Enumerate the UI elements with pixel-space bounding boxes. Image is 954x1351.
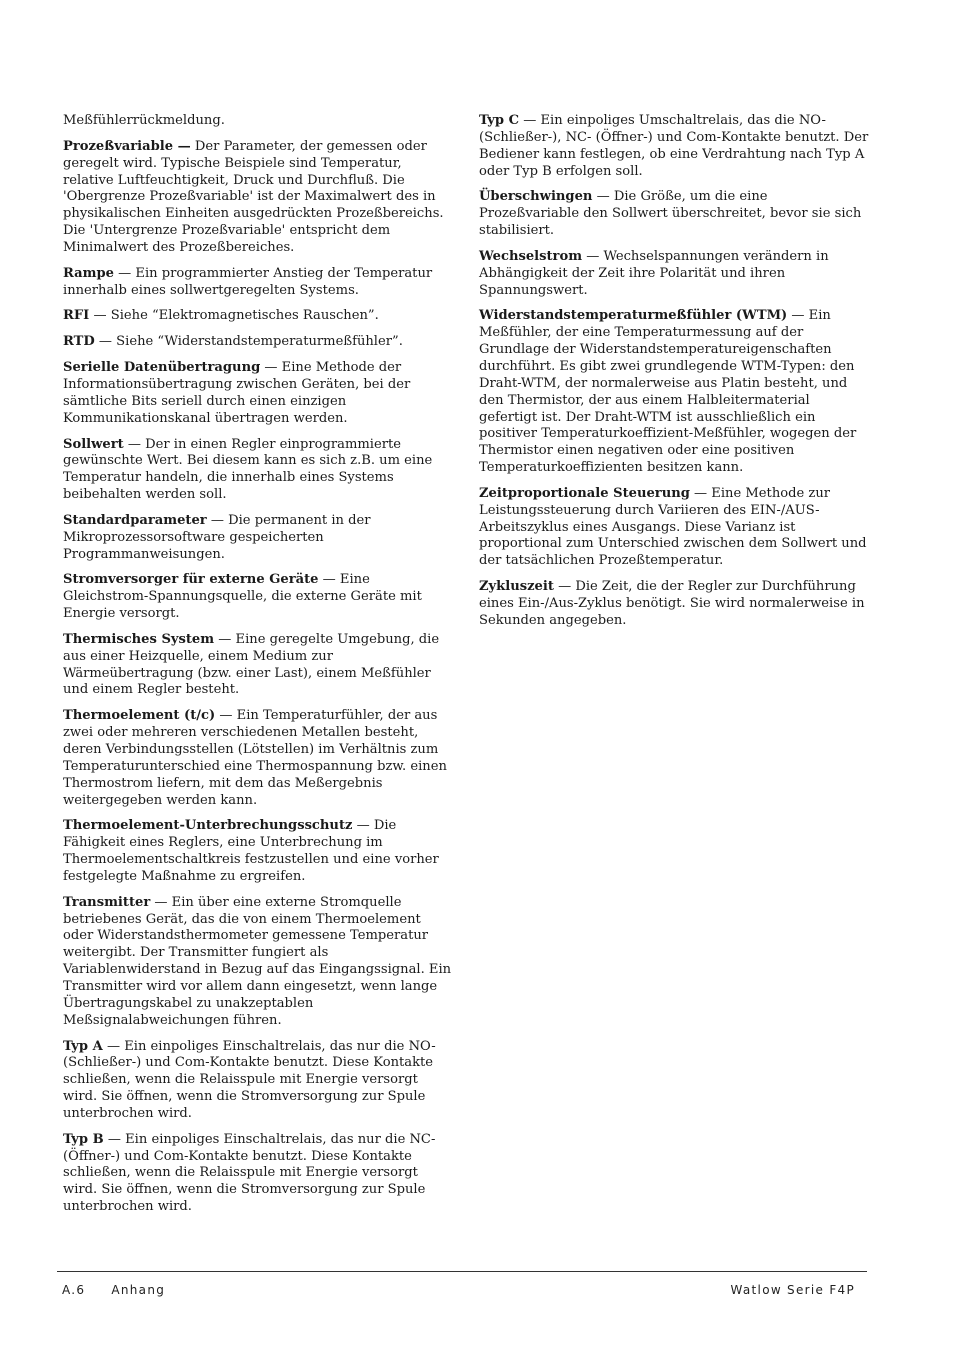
glossary-definition: — Wechselspannungen verändern in Abhängigkeit der Zeit ihre Polarität und ihren Spannungswert. bbox=[479, 248, 829, 298]
glossary-term: Überschwingen bbox=[479, 189, 593, 205]
glossary-term: Standardparameter bbox=[63, 512, 207, 528]
page-number: A.6 bbox=[62, 1283, 86, 1297]
footer-divider bbox=[57, 1271, 867, 1272]
glossary-definition: — Ein einpoliges Einschaltrelais, das nur die NO- (Schließer-) und Com-Kontakte benutzt. Diese Kontakte schließen, wenn die Relaisspule mit Energie versorgt wird. Sie öffnen, wenn die Stromversorgung zur Spule unterbrochen wird. bbox=[63, 1038, 436, 1121]
glossary-definition: — Ein Meßfühler, der eine Temperaturmessung auf der Grundlage der Widerstandstemperatureigenschaften durchführt. Es gibt zwei grundlegende WTM-Typen: den Draht-WTM, der normalerweise aus Platin besteht, und den Thermistor, der aus einem Halbleitermaterial gefertigt ist. Der Draht-WTM ist ausschließlich ein positiver Temperaturkoeffizient-Meßfühler, wogegen der Thermistor einen negativen oder eine positiven Temperaturkoeffizienten besitzen kann. bbox=[479, 308, 857, 476]
glossary-entry bbox=[479, 249, 871, 300]
glossary-term: Wechselstrom bbox=[479, 248, 583, 264]
glossary-term: Widerstandstemperaturmeßfühler (WTM) bbox=[479, 308, 788, 324]
glossary-definition: — Die Zeit, die der Regler zur Durchführung eines Ein-/Aus-Zyklus benötigt. Sie wird normalerweise in Sekunden angegeben. bbox=[479, 579, 865, 628]
glossary-definition: Der Parameter, der gemessen oder geregelt wird. Typische Beispiele sind Temperatur, relative Luftfeuchtigkeit, Druck und Durchfluß. Die 'Obergrenze Prozeßvariable' ist der Maximalwert des in physikalischen Einheiten ausgedrückten Prozeßbereichs. Die 'Untergrenze Prozeßvariable' entspricht dem Minimalwert des Prozeßbereiches. bbox=[63, 138, 444, 255]
glossary-definition: — Eine Methode der Informationsübertragung zwischen Geräten, bei der sämtliche Bits seriell durch einen einzigen Kommunikationskanal übertragen werden. bbox=[63, 360, 411, 426]
glossary-right-column bbox=[479, 113, 871, 639]
glossary-entry bbox=[63, 632, 455, 699]
glossary-entry bbox=[63, 308, 455, 325]
glossary-definition: Meßfühlerrückmeldung. bbox=[63, 113, 225, 128]
glossary-definition: — Siehe “Widerstandstemperaturmeßfühler”. bbox=[94, 334, 403, 350]
glossary-entry bbox=[63, 360, 455, 427]
glossary-term: Zeitproportionale Steuerung bbox=[479, 485, 690, 501]
glossary-entry bbox=[63, 139, 455, 257]
glossary-term: Typ A bbox=[63, 1038, 103, 1054]
glossary-left-column bbox=[63, 113, 455, 1225]
glossary-term: RFI bbox=[63, 308, 90, 324]
glossary-term: Sollwert bbox=[63, 436, 124, 452]
glossary-term: Prozeßvariable — bbox=[63, 138, 191, 154]
glossary-term: Typ C bbox=[479, 113, 520, 128]
glossary-term: Thermisches System bbox=[63, 631, 215, 647]
glossary-entry bbox=[63, 1132, 455, 1216]
glossary-entry bbox=[479, 579, 871, 630]
glossary-definition: — Eine geregelte Umgebung, die aus einer Heizquelle, einem Medium zur Wärmeübertragung (bzw. einer Last), einem Meßfühler und einem Regler besteht. bbox=[63, 631, 440, 698]
glossary-definition: — Die permanent in der Mikroprozessorsoftware gespeicherten Programmanweisungen. bbox=[63, 512, 371, 562]
glossary-definition: — Ein einpoliges Einschaltrelais, das nur die NC- (Öffner-) und Com-Kontakte benutzt. Diese Kontakte schließen, wenn die Relaisspule mit Energie versorgt wird. Sie öffnen, wenn die Stromversorgung zur Spule unterbrochen wird. bbox=[63, 1131, 436, 1215]
glossary-entry bbox=[479, 486, 871, 570]
section-title: Anhang bbox=[111, 1283, 166, 1297]
glossary-term: Thermoelement-Unterbrechungsschutz bbox=[63, 818, 353, 834]
glossary-term: Typ B bbox=[63, 1131, 104, 1147]
glossary-entry bbox=[63, 1039, 455, 1123]
glossary-definition: — Der in einen Regler einprogrammierte gewünschte Wert. Bei diesem kann es sich z.B. um eine Temperatur handeln, die innerhalb eines Systems beibehalten werden soll. bbox=[63, 436, 433, 503]
glossary-entry bbox=[63, 895, 455, 1030]
glossary-entry bbox=[63, 437, 455, 504]
page-footer-left bbox=[62, 1283, 165, 1297]
glossary-definition: — Eine Gleichstrom-Spannungsquelle, die externe Geräte mit Energie versorgt. bbox=[63, 572, 422, 622]
glossary-definition: — Ein programmierter Anstieg der Temperatur innerhalb eines sollwertgeregelten Systems. bbox=[63, 265, 433, 298]
glossary-term: Serielle Datenübertragung bbox=[63, 360, 261, 376]
glossary-entry bbox=[63, 708, 455, 809]
glossary-definition: — Die Größe, um die eine Prozeßvariable den Sollwert überschreitet, bevor sie sich stabilisiert. bbox=[479, 189, 862, 239]
glossary-term: Transmitter bbox=[63, 894, 151, 910]
glossary-definition: — Ein Temperaturfühler, der aus zwei oder mehreren verschiedenen Metallen besteht, deren Verbindungsstellen (Lötstellen) im Verhältnis zum Temperaturunterschied eine Thermospannung bzw. einen Thermostrom liefern, mit dem das Meßergebnis weitergegeben werden kann. bbox=[63, 708, 447, 808]
glossary-entry bbox=[63, 266, 455, 300]
glossary-definition: — Eine Methode zur Leistungssteuerung durch Variieren des EIN-/AUS-Arbeitszyklus eines Ausgangs. Diese Varianz ist proportional zum Unterschied zwischen dem Sollwert und der tatsächlichen Prozeßtemperatur. bbox=[479, 485, 867, 569]
glossary-term: Stromversorger für externe Geräte bbox=[63, 572, 319, 588]
glossary-term: Thermoelement (t/c) bbox=[63, 708, 216, 724]
glossary-definition: — Ein über eine externe Stromquelle betriebenes Gerät, das die von einem Thermoelement oder Widerstandsthermometer gemessene Temperatur weitergibt. Der Transmitter fungiert als Variablenwiderstand in Bezug auf das Eingangssignal. Ein Transmitter wird vor allem dann eingesetzt, wenn lange Übertragungskabel zu unakzeptablen Meßsignalabweichungen führen. bbox=[63, 894, 452, 1028]
glossary-definition: — Die Fähigkeit eines Reglers, eine Unterbrechung im Thermoelementschaltkreis festzustellen und eine vorher festgelegte Maßnahme zu ergreifen. bbox=[63, 818, 439, 884]
glossary-entry bbox=[63, 513, 455, 564]
glossary-entry bbox=[479, 113, 871, 180]
glossary-entry bbox=[63, 572, 455, 623]
product-name: Watlow Serie F4P bbox=[730, 1283, 855, 1297]
glossary-entry bbox=[479, 308, 871, 476]
glossary-term: RTD bbox=[63, 334, 95, 350]
glossary-entry bbox=[63, 334, 455, 351]
glossary-term: Rampe bbox=[63, 265, 115, 281]
glossary-definition: — Ein einpoliges Umschaltrelais, das die NO- (Schließer-), NC- (Öffner-) und Com-Kontakte benutzt. Der Bediener kann festlegen, ob eine Verdrahtung nach Typ A oder Typ B erfolgen soll. bbox=[479, 113, 869, 179]
glossary-definition: — Siehe “Elektromagnetisches Rauschen”. bbox=[89, 308, 379, 324]
glossary-entry bbox=[479, 189, 871, 240]
glossary-term: Zykluszeit bbox=[479, 579, 554, 595]
glossary-entry bbox=[63, 818, 455, 885]
glossary-entry bbox=[63, 113, 455, 130]
